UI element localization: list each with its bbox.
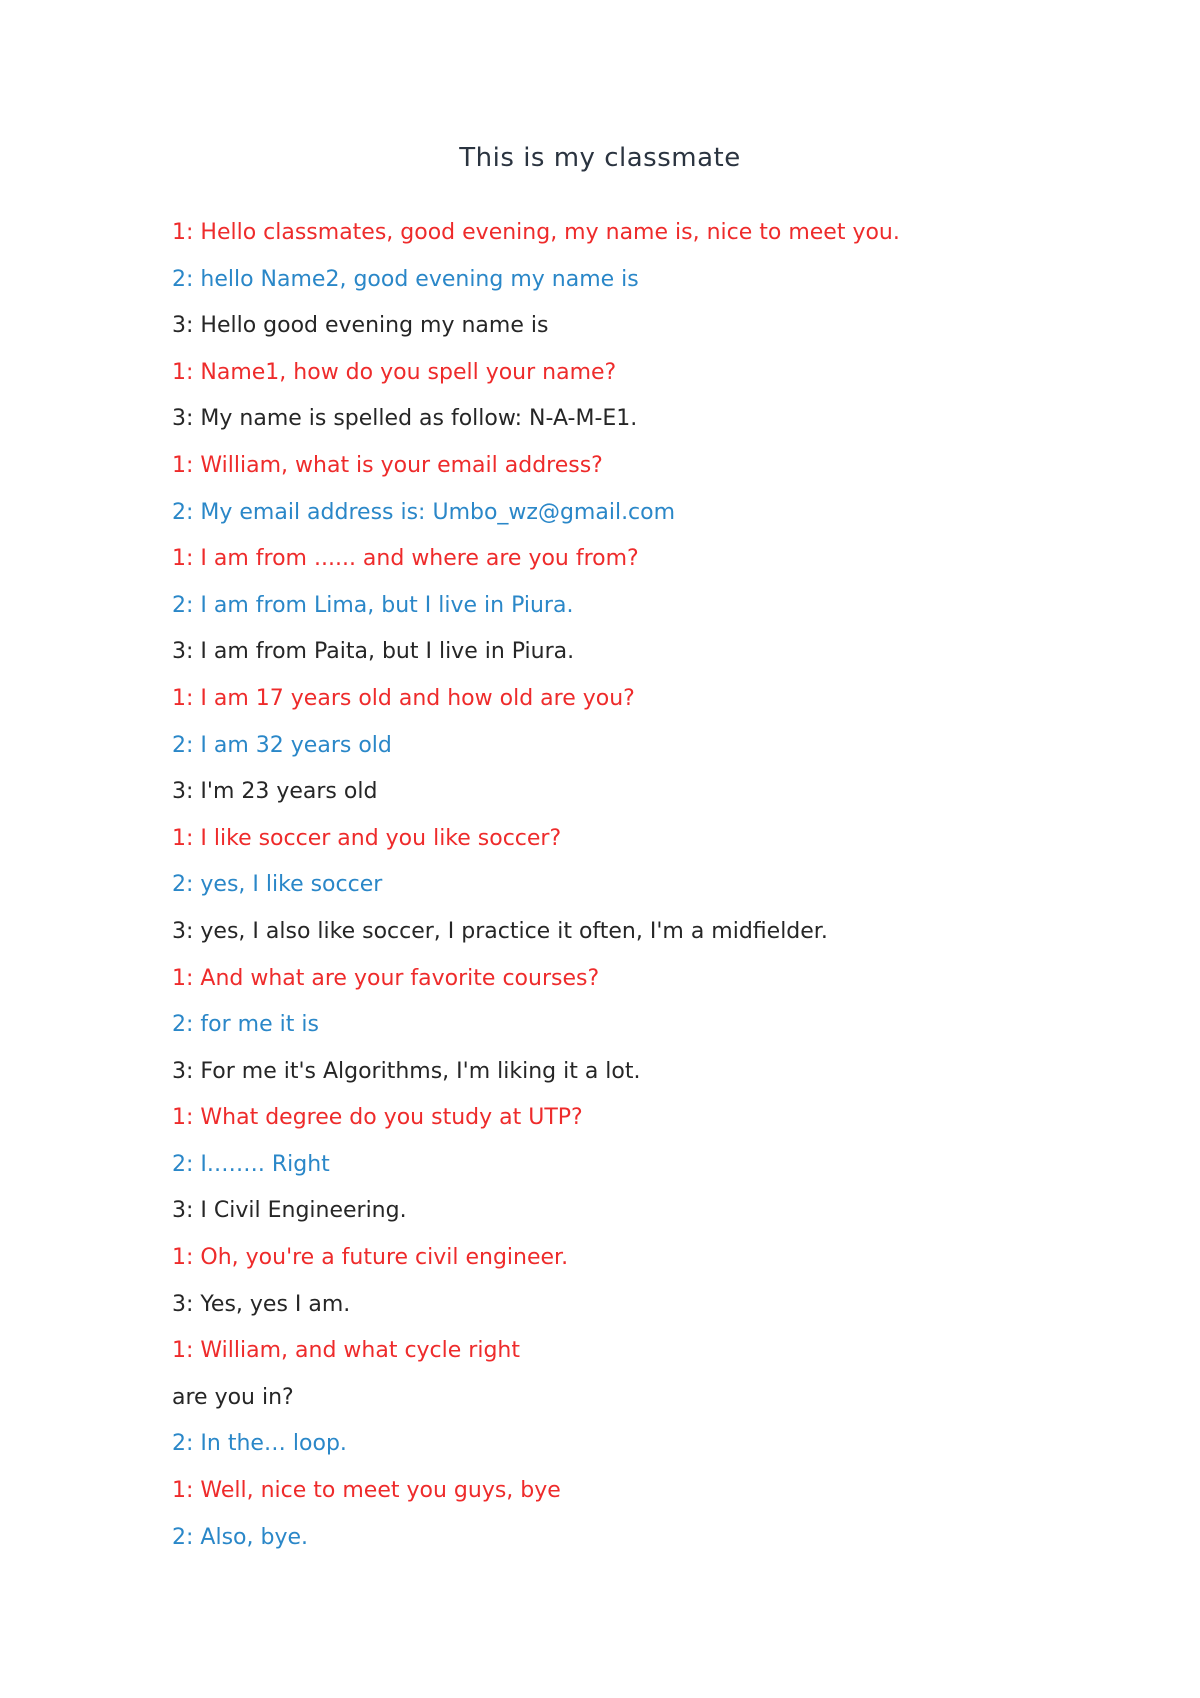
dialogue-line: 3: Yes, yes I am.: [172, 1291, 351, 1317]
dialogue-line: 3: I am from Paita, but I live in Piura.: [172, 639, 575, 665]
dialogue-line: 1: Well, nice to meet you guys, bye: [172, 1478, 561, 1504]
dialogue-line: 1: What degree do you study at UTP?: [172, 1105, 583, 1131]
page-title: This is my classmate: [459, 143, 741, 173]
dialogue-line: 1: Name1, how do you spell your name?: [172, 359, 617, 385]
dialogue-line: 1: And what are your favorite courses?: [172, 965, 600, 991]
dialogue-line: 2: My email address is: Umbo_wz@gmail.com: [172, 499, 676, 525]
dialogue-line: 2: Also, bye.: [172, 1524, 308, 1550]
dialogue-line: 1: Hello classmates, good evening, my name is, nice to meet you.: [172, 220, 900, 245]
dialogue-line: 3: I'm 23 years old: [172, 779, 378, 805]
dialogue-line: 1: I like soccer and you like soccer?: [172, 825, 562, 851]
dialogue-line: are you in?: [172, 1384, 294, 1410]
dialogue-line: 2: I.……. Right: [172, 1151, 330, 1177]
dialogue-line: 3: yes, I also like soccer, I practice it often, I'm a midfielder.: [172, 918, 828, 944]
dialogue-line: 1: William, and what cycle right: [172, 1338, 520, 1364]
dialogue-line: 3: My name is spelled as follow: N-A-M-E1.: [172, 406, 638, 432]
dialogue-line: 1: I am from ...... and where are you from?: [172, 546, 639, 572]
dialogue-line: 3: For me it's Algorithms, I'm liking it a lot.: [172, 1058, 641, 1084]
dialogue-line: 2: In the… loop.: [172, 1431, 347, 1457]
dialogue-line: 1: William, what is your email address?: [172, 452, 603, 478]
dialogue-line: 1: Oh, you're a future civil engineer.: [172, 1245, 569, 1271]
dialogue-line: 3: Hello good evening my name is: [172, 313, 549, 339]
dialogue-line: 2: yes, I like soccer: [172, 872, 383, 898]
dialogue-line: 2: hello Name2, good evening my name is: [172, 266, 639, 292]
dialogue-line: 1: I am 17 years old and how old are you?: [172, 685, 635, 711]
dialogue-line: 2: I am 32 years old: [172, 732, 392, 758]
dialogue-list: [172, 218, 900, 1569]
dialogue-line: 3: I Civil Engineering.: [172, 1198, 407, 1224]
dialogue-line: 2: I am from Lima, but I live in Piura.: [172, 592, 574, 618]
dialogue-line: 2: for me it is: [172, 1012, 319, 1038]
